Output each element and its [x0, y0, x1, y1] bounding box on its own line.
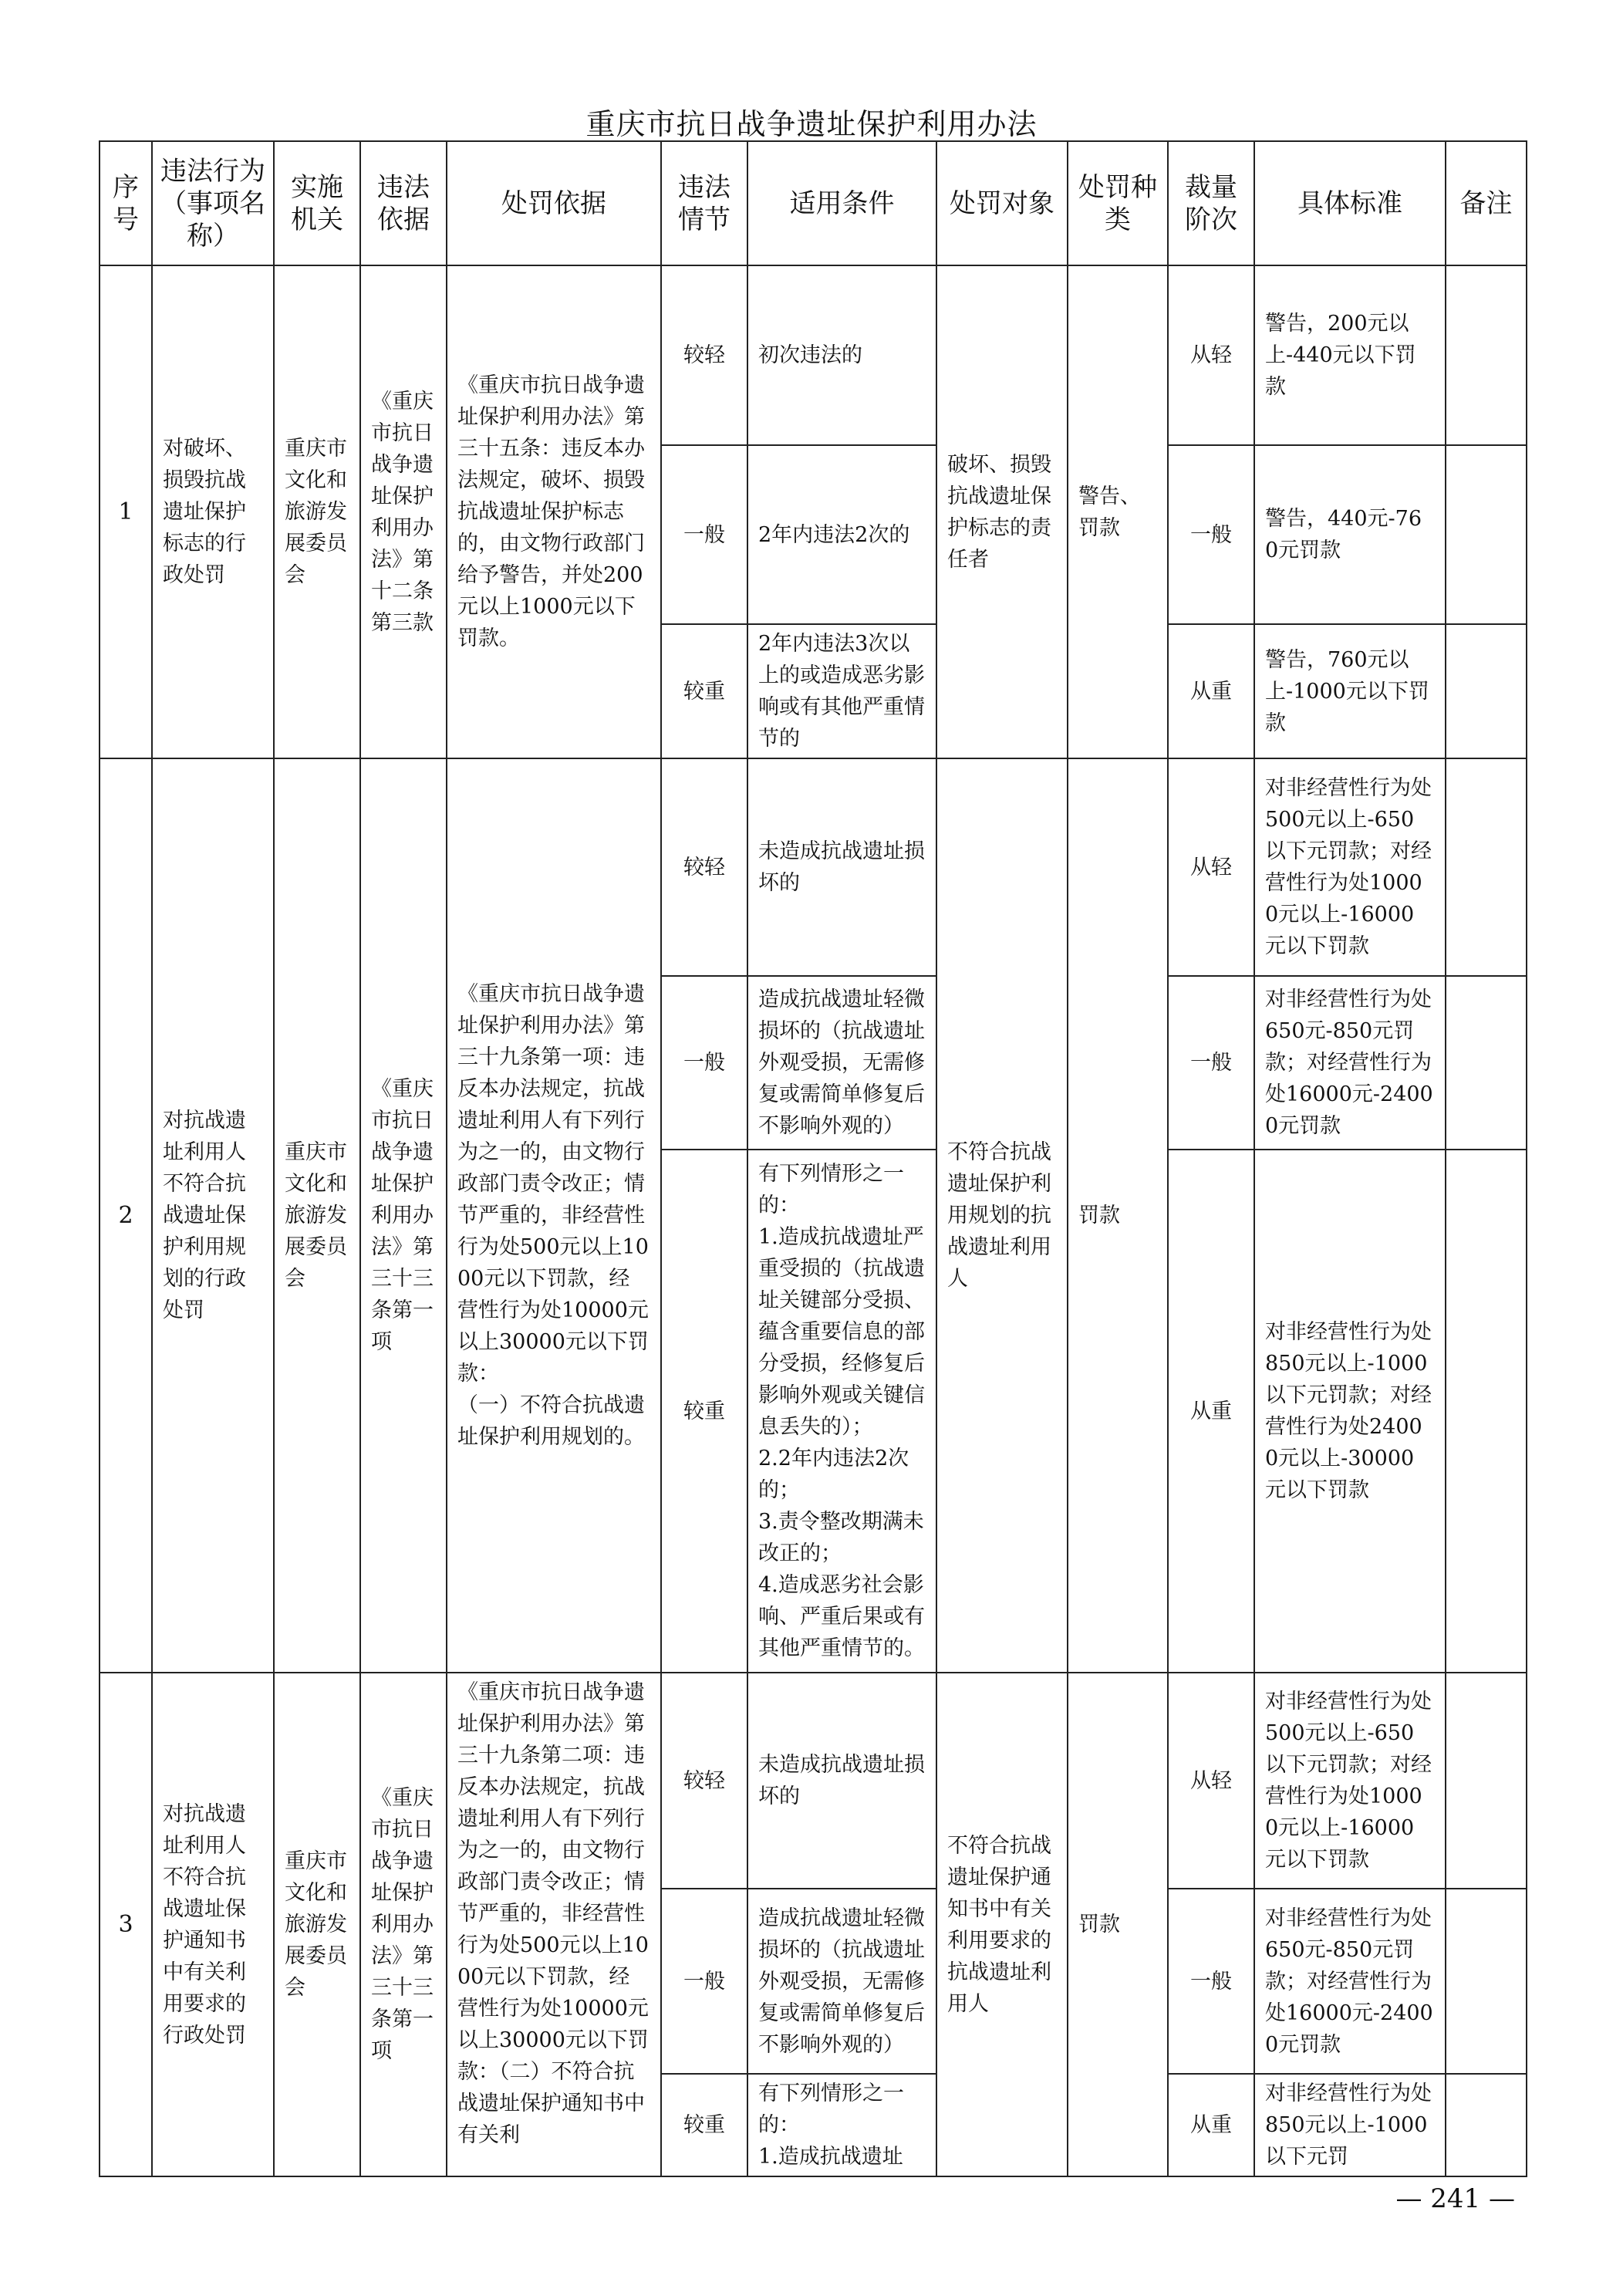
header-standard: 具体标准 — [1254, 141, 1446, 265]
circumstance-cell: 较重 — [661, 624, 747, 758]
header-seq: 序号 — [100, 141, 152, 265]
header-remark: 备注 — [1446, 141, 1527, 265]
condition-cell: 有下列情形之一的： 1.造成抗战遗址 — [747, 2074, 936, 2176]
record-seq: 1 — [100, 265, 152, 758]
record-agency: 重庆市文化和旅游发展委员会 — [274, 1673, 360, 2176]
remark-cell — [1446, 1889, 1527, 2074]
header-target: 处罚对象 — [936, 141, 1068, 265]
remark-cell — [1446, 624, 1527, 758]
condition-cell: 造成抗战遗址轻微损坏的（抗战遗址外观受损，无需修复或需简单修复后不影响外观的） — [747, 976, 936, 1150]
discretion-cell: 从轻 — [1168, 265, 1254, 445]
table-row — [100, 758, 1527, 976]
standard-cell: 对非经营性行为处650元-850元罚款；对经营性行为处16000元-24000元罚款 — [1254, 976, 1446, 1150]
remark-cell — [1446, 1150, 1527, 1673]
discretion-cell: 一般 — [1168, 445, 1254, 624]
remark-cell — [1446, 265, 1527, 445]
condition-cell: 未造成抗战遗址损坏的 — [747, 758, 936, 976]
penalty-standards-table — [99, 140, 1527, 2177]
standard-cell: 对非经营性行为处850元以上-1000以下元罚款；对经营性行为处24000元以上-30000元以下罚款 — [1254, 1150, 1446, 1673]
standard-cell: 对非经营性行为处850元以上-1000以下元罚 — [1254, 2074, 1446, 2176]
circumstance-cell: 较重 — [661, 2074, 747, 2176]
record-item: 对抗战遗址利用人不符合抗战遗址保护通知书中有关利用要求的行政处罚 — [152, 1673, 274, 2176]
condition-cell: 未造成抗战遗址损坏的 — [747, 1673, 936, 1889]
standard-cell: 警告，440元-760元罚款 — [1254, 445, 1446, 624]
record-penalty-type: 罚款 — [1068, 1673, 1168, 2176]
record-agency: 重庆市文化和旅游发展委员会 — [274, 265, 360, 758]
header-circumstance: 违法情节 — [661, 141, 747, 265]
record-penalty-type: 警告、罚款 — [1068, 265, 1168, 758]
remark-cell — [1446, 2074, 1527, 2176]
discretion-cell: 从轻 — [1168, 758, 1254, 976]
table-row — [100, 1673, 1527, 1889]
page-number: — 241 — — [1395, 2183, 1515, 2214]
remark-cell — [1446, 445, 1527, 624]
header-basis: 违法依据 — [360, 141, 447, 265]
circumstance-cell: 一般 — [661, 445, 747, 624]
discretion-cell: 从重 — [1168, 2074, 1254, 2176]
condition-cell: 2年内违法3次以上的或造成恶劣影响或有其他严重情节的 — [747, 624, 936, 758]
record-agency: 重庆市文化和旅游发展委员会 — [274, 758, 360, 1673]
document-title: 重庆市抗日战争遗址保护利用办法 — [585, 107, 1038, 141]
discretion-cell: 从重 — [1168, 624, 1254, 758]
record-basis: 《重庆市抗日战争遗址保护利用办法》第三十三条第一项 — [360, 758, 447, 1673]
record-basis: 《重庆市抗日战争遗址保护利用办法》第三十三条第一项 — [360, 1673, 447, 2176]
record-target: 不符合抗战遗址保护通知书中有关利用要求的抗战遗址利用人 — [936, 1673, 1068, 2176]
record-target: 不符合抗战遗址保护利用规划的抗战遗址利用人 — [936, 758, 1068, 1673]
standard-cell: 警告，760元以上-1000元以下罚款 — [1254, 624, 1446, 758]
record-seq: 2 — [100, 758, 152, 1673]
record-penalty-type: 罚款 — [1068, 758, 1168, 1673]
condition-cell: 造成抗战遗址轻微损坏的（抗战遗址外观受损，无需修复或需简单修复后不影响外观的） — [747, 1889, 936, 2074]
header-item: 违法行为（事项名称） — [152, 141, 274, 265]
header-conditions: 适用条件 — [747, 141, 936, 265]
header-penalty-basis: 处罚依据 — [447, 141, 661, 265]
discretion-cell: 从轻 — [1168, 1673, 1254, 1889]
standard-cell: 对非经营性行为处500元以上-650以下元罚款；对经营性行为处10000元以上-16000元以下罚款 — [1254, 1673, 1446, 1889]
remark-cell — [1446, 1673, 1527, 1889]
remark-cell — [1446, 976, 1527, 1150]
standard-cell: 警告，200元以上-440元以下罚款 — [1254, 265, 1446, 445]
record-penalty-basis: 《重庆市抗日战争遗址保护利用办法》第三十九条第一项：违反本办法规定，抗战遗址利用人有下列行为之一的，由文物行政部门责令改正；情节严重的，非经营性行为处500元以上1000元以下罚款，经营性行为处10000元以上30000元以下罚款： （一）不符合抗战遗址保护利用规划的。 — [447, 758, 661, 1673]
condition-cell: 2年内违法2次的 — [747, 445, 936, 624]
header-discretion: 裁量阶次 — [1168, 141, 1254, 265]
discretion-cell: 一般 — [1168, 976, 1254, 1150]
record-target: 破坏、损毁抗战遗址保护标志的责任者 — [936, 265, 1068, 758]
record-seq: 3 — [100, 1673, 152, 2176]
table-row — [100, 265, 1527, 445]
record-item: 对抗战遗址利用人不符合抗战遗址保护利用规划的行政处罚 — [152, 758, 274, 1673]
record-basis: 《重庆市抗日战争遗址保护利用办法》第十二条第三款 — [360, 265, 447, 758]
header-penalty-type: 处罚种类 — [1068, 141, 1168, 265]
standard-cell: 对非经营性行为处500元以上-650以下元罚款；对经营性行为处10000元以上-16000元以下罚款 — [1254, 758, 1446, 976]
remark-cell — [1446, 758, 1527, 976]
condition-cell: 有下列情形之一的： 1.造成抗战遗址严重受损的（抗战遗址关键部分受损、蕴含重要信息的部分受损，经修复后影响外观或关键信息丢失的）； 2.2年内违法2次的； 3.责令整改期满未改正的； 4.造成恶劣社会影响、严重后果或有其他严重情节的。 — [747, 1150, 936, 1673]
circumstance-cell: 较轻 — [661, 1673, 747, 1889]
condition-cell: 初次违法的 — [747, 265, 936, 445]
circumstance-cell: 较轻 — [661, 758, 747, 976]
circumstance-cell: 一般 — [661, 976, 747, 1150]
circumstance-cell: 一般 — [661, 1889, 747, 2074]
discretion-cell: 一般 — [1168, 1889, 1254, 2074]
record-penalty-basis: 《重庆市抗日战争遗址保护利用办法》第三十五条：违反本办法规定，破坏、损毁抗战遗址保护标志的，由文物行政部门给予警告，并处200元以上1000元以下罚款。 — [447, 265, 661, 758]
standard-cell: 对非经营性行为处650元-850元罚款；对经营性行为处16000元-24000元罚款 — [1254, 1889, 1446, 2074]
header-row — [100, 141, 1527, 265]
header-agency: 实施机关 — [274, 141, 360, 265]
record-item: 对破坏、损毁抗战遗址保护标志的行政处罚 — [152, 265, 274, 758]
discretion-cell: 从重 — [1168, 1150, 1254, 1673]
record-penalty-basis: 《重庆市抗日战争遗址保护利用办法》第三十九条第二项：违反本办法规定，抗战遗址利用人有下列行为之一的，由文物行政部门责令改正；情节严重的，非经营性行为处500元以上1000元以下罚款，经营性行为处10000元以上30000元以下罚款：（二）不符合抗战遗址保护通知书中有关利 — [447, 1673, 661, 2176]
circumstance-cell: 较轻 — [661, 265, 747, 445]
circumstance-cell: 较重 — [661, 1150, 747, 1673]
